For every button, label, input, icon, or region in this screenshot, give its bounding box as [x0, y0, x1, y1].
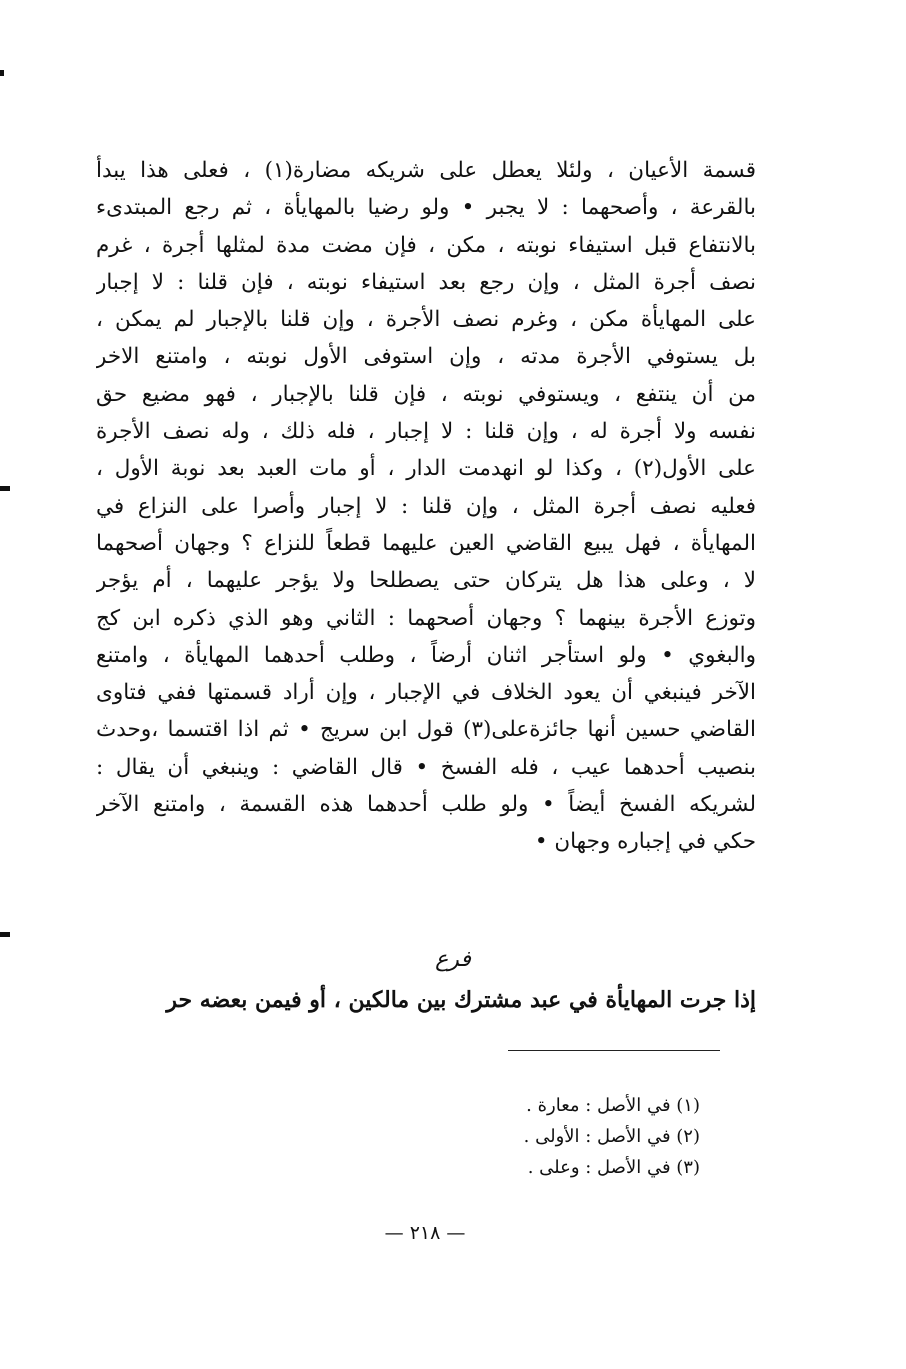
text-line: نصف أجرة المثل ، وإن رجع بعد استيفاء نوبته ، فإن قلنا : لا إجبار — [96, 269, 756, 295]
text-line: لشريكه الفسخ أيضاً • ولو طلب أحدهما هذه القسمة ، وامتنع الآخر — [96, 792, 756, 818]
text-line: فعليه نصف أجرة المثل ، وإن قلنا : لا إجبار وأصرا على النزاع في — [96, 493, 756, 519]
text-line: القاضي حسين أنها جائزةعلى(٣) قول ابن سريج • ثم اذا اقتسما ،وحدث — [96, 717, 756, 743]
section-subheading: إذا جرت المهايأة في عبد مشترك بين مالكين ، أو فيمن بعضه حر — [166, 987, 756, 1013]
text-line: بل يستوفي الأجرة مدته ، وإن استوفى الأول نوبته ، وامتنع الاخر — [96, 344, 756, 370]
margin-mark — [0, 486, 10, 491]
footnote: (٣) في الأصل : وعلى . — [527, 1157, 700, 1178]
text-line: من أن ينتفع ، ويستوفي نوبته ، فإن قلنا بالإجبار ، فهو مضيع حق — [96, 381, 756, 407]
text-line: بنصيب أحدهما عيب ، فله الفسخ • قال القاضي : وينبغي أن يقال : — [96, 754, 756, 780]
text-line: على المهايأة مكن ، وغرم نصف الأجرة ، وإن قلنا بالإجبار لم يمكن ، — [96, 307, 756, 333]
text-line: والبغوي • ولو استأجر اثنان أرضاً ، وطلب أحدهما المهايأة ، وامتنع — [96, 642, 756, 668]
text-line: وتوزع الأجرة بينهما ؟ وجهان أصحهما : الثاني وهو الذي ذكره ابن كج — [96, 605, 756, 631]
main-text — [96, 152, 756, 861]
text-line: بالقرعة ، وأصحهما : لا يجبر • ولو رضيا بالمهايأة ، ثم رجع المبتدىء — [96, 195, 756, 221]
text-line: قسمة الأعيان ، ولئلا يعطل على شريكه مضارة(١) ، فعلى هذا يبدأ — [96, 158, 756, 183]
footnote: (٢) في الأصل : الأولى . — [523, 1126, 700, 1147]
text-line: حكي في إجباره وجهان • — [534, 829, 756, 855]
margin-mark — [0, 932, 10, 937]
text-line: لا ، وعلى هذا هل يتركان حتى يصطلحا ولا يؤجر عليهما ، أم يؤجر — [96, 568, 756, 594]
margin-mark — [0, 70, 4, 76]
footnote: (١) في الأصل : معارة . — [526, 1095, 700, 1116]
text-line: على الأول(٢) ، وكذا لو انهدمت الدار ، أو مات العبد بعد نوبة الأول ، — [96, 456, 756, 482]
text-line: نفسه ولا أجرة له ، وإن قلنا : لا إجبار ، فله ذلك ، وله نصف الأجرة — [96, 419, 756, 445]
text-line: الآخر فينبغي أن يعود الخلاف في الإجبار ، وإن أراد قسمتها ففي فتاوى — [96, 680, 756, 706]
section-heading: فرع — [435, 947, 471, 972]
text-line: المهايأة ، فهل يبيع القاضي العين عليهما قطعاً للنزاع ؟ وجهان أصحهما — [96, 530, 756, 556]
footnotes — [300, 1090, 700, 1183]
page-number: — ٢١٨ — — [384, 1222, 466, 1244]
footnote-divider — [508, 1050, 720, 1051]
text-line: بالانتفاع قبل استيفاء نوبته ، مكن ، فإن مضت مدة لمثلها أجرة ، غرم — [96, 232, 756, 258]
